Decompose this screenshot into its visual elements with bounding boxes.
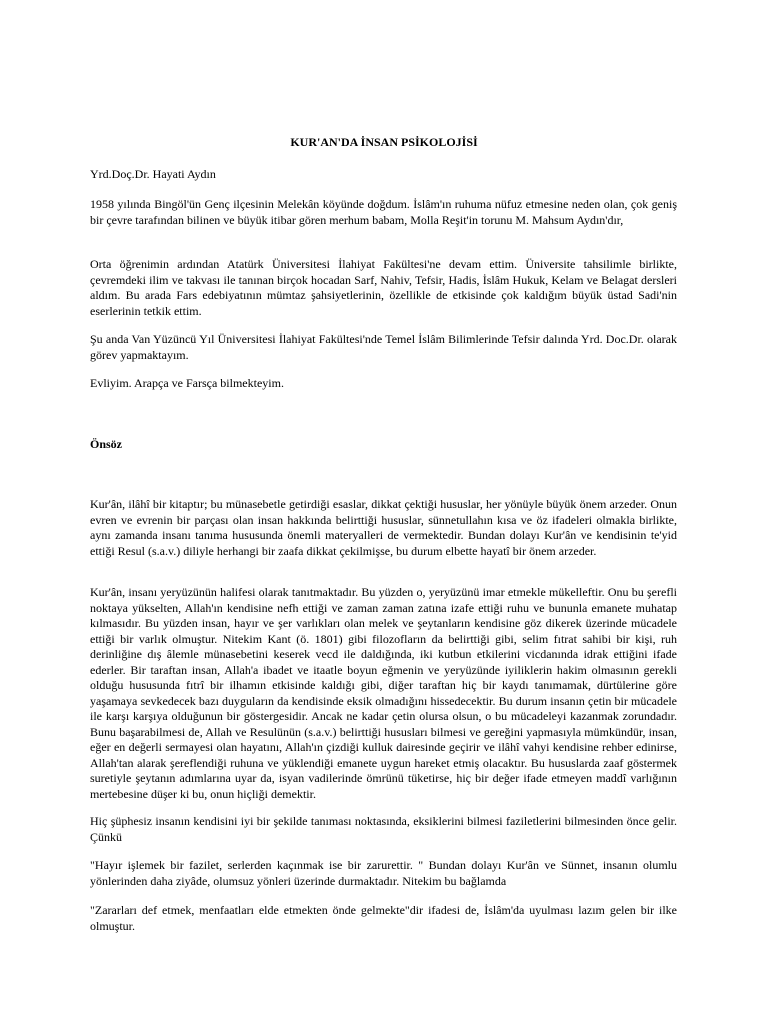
foreword-paragraph-3: Hiç şüphesiz insanın kendisini iyi bir şekilde tanıması noktasında, eksiklerini bilmesi faziletlerini bilmesinden önce gelir. Çünkü xyxy=(90,814,677,844)
bio-paragraph-1: 1958 yılında Bingöl'ün Genç ilçesinin Melekân köyünde doğdum. İslâm'ın ruhuma nüfuz etmesine neden olan, çok geniş bir çevre tarafından bilinen ve büyük itibar gören merhum babam, Molla Reşit'in torunu M. Mahsum Aydın'dır, xyxy=(90,197,677,227)
foreword-paragraph-4: "Hayır işlemek bir fazilet, serlerden kaçınmak ise bir zarurettir. " Bundan dolayı Kur'ân ve Sünnet, insanın olumlu yönlerinden daha ziyâde, olumsuz yönleri üzerinde durmaktadır. Nitekim bu bağlamda xyxy=(90,858,677,888)
bio-paragraph-2: Orta öğrenimin ardından Atatürk Üniversitesi İlahiyat Fakültesi'ne devam ettim. Üniversite tahsilimle birlikte, çevremdeki ilim ve takvası ile tanınan birçok hocadan Sarf, Nahiv, Tefsir, Hadis, İslâm Hukuk, Kelam ve Belagat dersleri aldım. Bu arada Fars edebiyatının mümtaz şahsiyetlerinin, özellikle de etkisinde çok kaldığım büyük üstad Sadi'nin eserlerinin tetkik ettim. xyxy=(90,257,677,318)
bio-paragraph-4: Evliyim. Arapça ve Farsça bilmekteyim. xyxy=(90,376,284,390)
author-line: Yrd.Doç.Dr. Hayati Aydın xyxy=(90,167,216,181)
foreword-paragraph-5: "Zararları def etmek, menfaatları elde etmekten önde gelmekte"dir ifadesi de, İslâm'da uyulması lazım gelen bir ilke olmuştur. xyxy=(90,903,677,933)
foreword-heading: Önsöz xyxy=(90,437,123,451)
bio-paragraph-3: Şu anda Van Yüzüncü Yıl Üniversitesi İlahiyat Fakültesi'nde Temel İslâm Bilimlerinde Tefsir dalında Yrd. Doc.Dr. olarak görev yapmaktayım. xyxy=(90,332,677,362)
document-title: KUR'AN'DA İNSAN PSİKOLOJİSİ xyxy=(290,135,478,149)
foreword-paragraph-2: Kur'ân, insanı yeryüzünün halifesi olarak tanıtmaktadır. Bu yüzden o, yeryüzünü imar etmekle mükelleftir. Onu bu şerefli noktaya yükselten, Allah'ın kendisine nefh ettiği ve zaman zaman zatına izafe ettiği ruhu ve bununla emanete muhatap kılmasıdır. Bu yüzden insan, hayır ve şer varlıkları olan melek ve şeytanların kendisine göz dikerek üzerinde mücadele ettiği bir varlık olmuştur. Nitekim Kant (ö. 1801) gibi filozofların da belirttiği gibi, selim fıtrat sahibi bir kişi, ruh derinliğine dış âlemle münasebetini keserek vecd ile daldığında, iki kutbun etkilerini vicdanında idrak ettiğini ifade ederler. Bir taraftan insan, Allah'a ibadet ve itaatle boyun eğmenin ve yeryüzünde iyiliklerin hakim olmasının gerekli olduğu hususunda fıtrî bir ilhamın etkisinde kaldığı gibi, diğer taraftan hiç bir kaydı tanımamak, dürtülerine göre yaşamaya sevkedecek bazı duyguların da kendisinde eksik olmadığını hissedecektir. Bu durum insanın çetin bir mücadele ile karşı karşıya olduğunun bir göstergesidir. Ancak ne kadar çetin olursa olsun, o bu mücadeleyi kazanmak zorundadır. Bunu başarabilmesi de, Allah ve Resulünün (s.a.v.) belirttiği hususları bilmesi ve gereğini yapmasıyla mümkündür, insan, eğer en değerli sermayesi olan hayatını, Allah'ın çizdiği kulluk dairesinde geçirir ve ilâhî vahyi kendisine rehber edinirse, Allah'tan alarak şereflendiği ruhuna ve yüklendiği emanete uygun hareket etmiş olacaktır. Bu hususlarda zaaf göstermek suretiyle şeytanın adımlarına uyar da, isyan vadilerinde ömrünü tüketirse, hiç bir değer ifade etmeyen maddî varlığının mertebesine düşer ki bu, onun hiçliği demektir. xyxy=(90,585,677,801)
foreword-paragraph-1: Kur'ân, ilâhî bir kitaptır; bu münasebetle getirdiği esaslar, dikkat çektiği hususlar, her yönüyle büyük önem arzeder. Onun evren ve evrenin bir parçası olan insan hakkında belirttiği hususlar, sünnetullahın kısa ve öz ifadeleri olmakla birlikte, aynı zamanda insanı tanıma hususunda önemli materyalleri de vermektedir. Bundan dolayı Kur'ân ve kendisinin te'yid ettiği Resul (s.a.v.) diliyle herhangi bir zaafa dikkat çekilmişse, bu durum elbette hayatî bir önem arzeder. xyxy=(90,497,677,558)
